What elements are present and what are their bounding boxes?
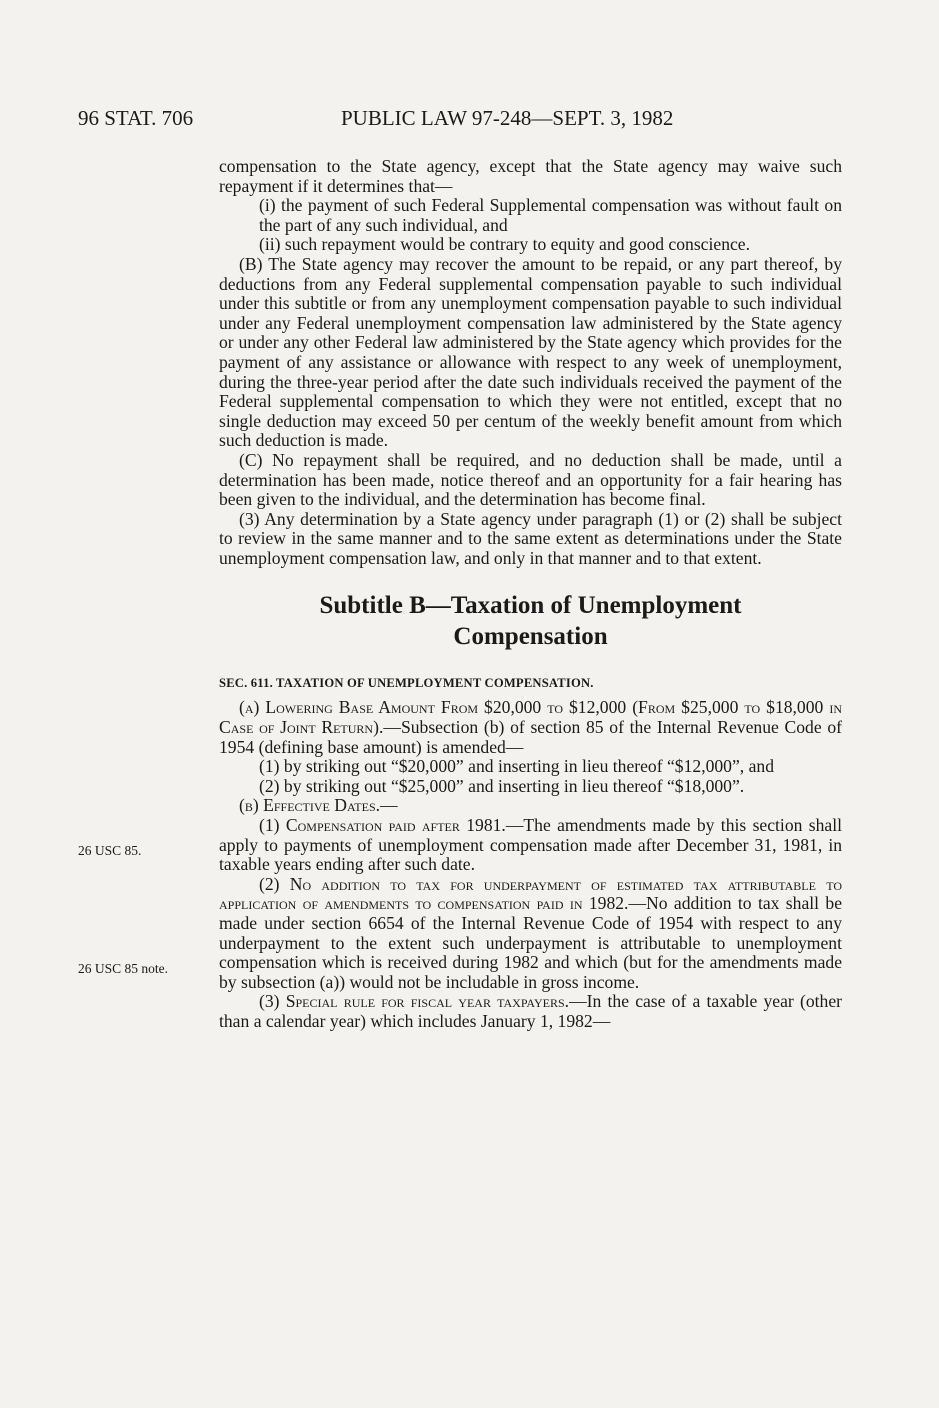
clause-i-text: (i) the payment of such Federal Supplemental compensation was without fault on the part of any such individual, and — [259, 195, 842, 235]
body-text — [219, 157, 842, 1032]
b1-heading: (1) Compensation paid after 1981. — [259, 815, 506, 836]
subsection-b — [219, 796, 842, 816]
subsection-a-heading: (a) Lowering Base Amount From $20,000 to $12,000 (From $25,000 to $18,000 in Case of Joint Return). — [219, 697, 842, 738]
paragraph-clause-i — [219, 196, 842, 235]
paragraph-3: (3) Any determination by a State agency under paragraph (1) or (2) shall be subject to review in the same manner and to the same extent as determinations under the State unemployment compensation law, and only in that manner and to that extent. — [219, 508, 842, 568]
section-heading: SEC. 611. TAXATION OF UNEMPLOYMENT COMPENSATION. — [219, 676, 594, 691]
paragraph-C: (C) No repayment shall be required, and no deduction shall be made, until a determination has been made, notice thereof and an opportunity for a fair hearing has been given to the individual, and the determination has become final. — [219, 449, 842, 510]
paragraph-continuation: compensation to the State agency, except that the State agency may waive such repayment if it determines that— — [219, 156, 842, 196]
b3-heading: (3) Special rule for fiscal year taxpayers. — [259, 991, 570, 1012]
subsection-b-heading: (b) Effective Dates.— — [239, 795, 398, 816]
subsection-a — [219, 698, 842, 757]
paragraph-clause-ii — [219, 235, 842, 255]
subtitle-heading — [219, 590, 842, 652]
b3-text: —In the case of a taxable year (other than a calendar year) which includes January 1, 1982— — [219, 991, 842, 1031]
subsection-a-1: (1) by striking out “$20,000” and inserting in lieu thereof “$12,000”, and — [259, 756, 774, 777]
statute-page-number: 96 STAT. 706 — [78, 106, 194, 130]
paragraph-B: (B) The State agency may recover the amount to be repaid, or any part thereof, by deductions from any Federal supplemental compensation payable to such individual under this subtitle or from any unemployment compensation payable to such individual under any Federal unemployment compensation law administered by the State agency or under any other Federal law administered by the State agency which provides for the payment of any assistance or allowance with respect to any week of unemployment, during the three-year period after the date such individuals received the payment of the Federal supplemental compensation to which they were not entitled, except that no single deduction may exceed 50 per centum of the weekly benefit amount from which such deduction is made. — [219, 253, 842, 451]
b2-heading: (2) No addition to tax for underpayment of estimated tax attributable to application of amendments to compensation paid in 1982. — [219, 873, 842, 914]
subtitle-line-2: Compensation — [453, 623, 608, 651]
clause-ii-text: (ii) such repayment would be contrary to equity and good conscience. — [259, 234, 751, 255]
margin-note-usc-85-note: 26 USC 85 note. — [78, 961, 169, 976]
subtitle-line-1: Subtitle B—Taxation of Unemployment — [319, 592, 742, 620]
subsection-b-1 — [219, 816, 842, 875]
subsection-a-2: (2) by striking out “$25,000” and inserting in lieu thereof “$18,000”. — [259, 775, 745, 796]
subsection-b-2 — [219, 875, 842, 993]
margin-note-usc-85: 26 USC 85. — [78, 843, 142, 858]
b2-text: —No addition to tax shall be made under section 6654 of the Internal Revenue Code of 1954 with respect to any underpayment to the extent such underpayment is attributable to unemployment compensation which is received during 1982 and which (but for the amendments made by subsection (a)) would not be includable in gross income. — [219, 893, 843, 992]
subsection-b-3 — [219, 992, 842, 1031]
public-law-title: PUBLIC LAW 97-248—SEPT. 3, 1982 — [341, 106, 674, 130]
subsection-a-text: —Subsection (b) of section 85 of the Internal Revenue Code of 1954 (defining base amount) is amended— — [219, 717, 843, 757]
b1-text: —The amendments made by this section shall apply to payments of unemployment compensation made after December 31, 1981, in taxable years ending after such date. — [219, 815, 842, 875]
